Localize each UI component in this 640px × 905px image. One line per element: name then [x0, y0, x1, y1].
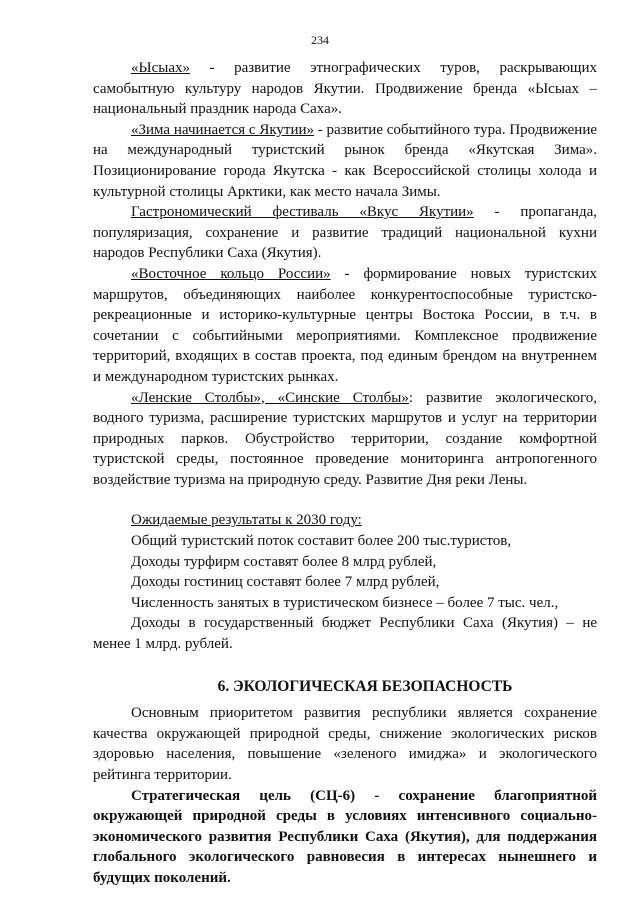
result-line: Доходы гостиниц составят более 7 млрд рублей, [131, 574, 440, 591]
item-title: «Восточное кольцо России» [131, 265, 331, 282]
list-item [93, 202, 597, 264]
results-heading: Ожидаемые результаты к 2030 году: [131, 512, 362, 529]
item-title: «Зима начинается с Якутии» [131, 121, 315, 138]
item-text: - развитие событийного тура. Продвижение на международный туристский рынок бренда «Якутская Зима». Позиционирование города Якутска - как Всероссийской столицы холода и культурной столицы Арктики, как место начала Зимы. [93, 121, 598, 200]
item-title: Гастрономический фестиваль «Вкус Якутии» [131, 204, 474, 221]
page-content [93, 58, 597, 889]
item-title: «Ысыах» [131, 60, 190, 76]
page-number: 234 [311, 33, 329, 47]
spacer [93, 490, 597, 510]
item-text: - развитие этнографических туров, раскрывающих самобытную культуру народов Якутии. Продвижение бренда «Ысыах – национальный праздник народа Саха». [93, 60, 597, 118]
list-item [93, 120, 597, 202]
list-item [93, 388, 597, 491]
result-line: Общий туристский поток составит более 200 тыс.туристов, [131, 533, 512, 550]
list-item [93, 264, 597, 388]
result-line: Доходы в государственный бюджет Республики Саха (Якутия) – не менее 1 млрд. рублей. [93, 615, 597, 653]
list-item [93, 58, 597, 120]
section-intro: Основным приоритетом развития республики является сохранение качества окружающей природной среды, снижение экологических рисков здоровью населения, повышение «зеленого имиджа» и экологического рейтинга территории. [93, 705, 597, 783]
item-text: - пропаганда, популяризация, сохранение и развитие традиций национальной кухни народов Республики Саха (Якутия). [93, 204, 597, 262]
section-title: 6. ЭКОЛОГИЧЕСКАЯ БЕЗОПАСНОСТЬ [217, 677, 513, 695]
spacer [93, 655, 597, 677]
strategic-goal: Стратегическая цель (СЦ-6) - сохранение благоприятной окружающей природной среды в условиях интенсивного социально-экономического развития Республики Саха (Якутия), для поддержания глобального экологического равновесия в интересах нынешнего и будущих поколений. [93, 787, 597, 886]
result-line: Доходы турфирм составят более 8 млрд рублей, [131, 553, 437, 570]
item-title: «Ленские Столбы», «Синские Столбы» [131, 389, 409, 406]
item-text: - формирование новых туристских маршрутов, объединяющих наиболее конкурентоспособные туристско-рекреационные и историко-культурные центры Востока России, в т.ч. в сочетании с событийными мероприятиями. Комплексное продвижение территорий, входящих в состав проекта, под единым брендом на внутреннем и международном туристских рынках. [93, 265, 597, 385]
result-line: Численность занятых в туристическом бизнесе – более 7 тыс. чел., [131, 594, 559, 611]
item-text: : развитие экологического, водного туризма, расширение туристских маршрутов и услуг на территории природных парков. Обустройство территории, создание комфортной туристской среды, постоянное проведение мониторинга антропогенного воздействие туризма на природную среду. Развитие Дня реки Лены. [93, 389, 598, 488]
